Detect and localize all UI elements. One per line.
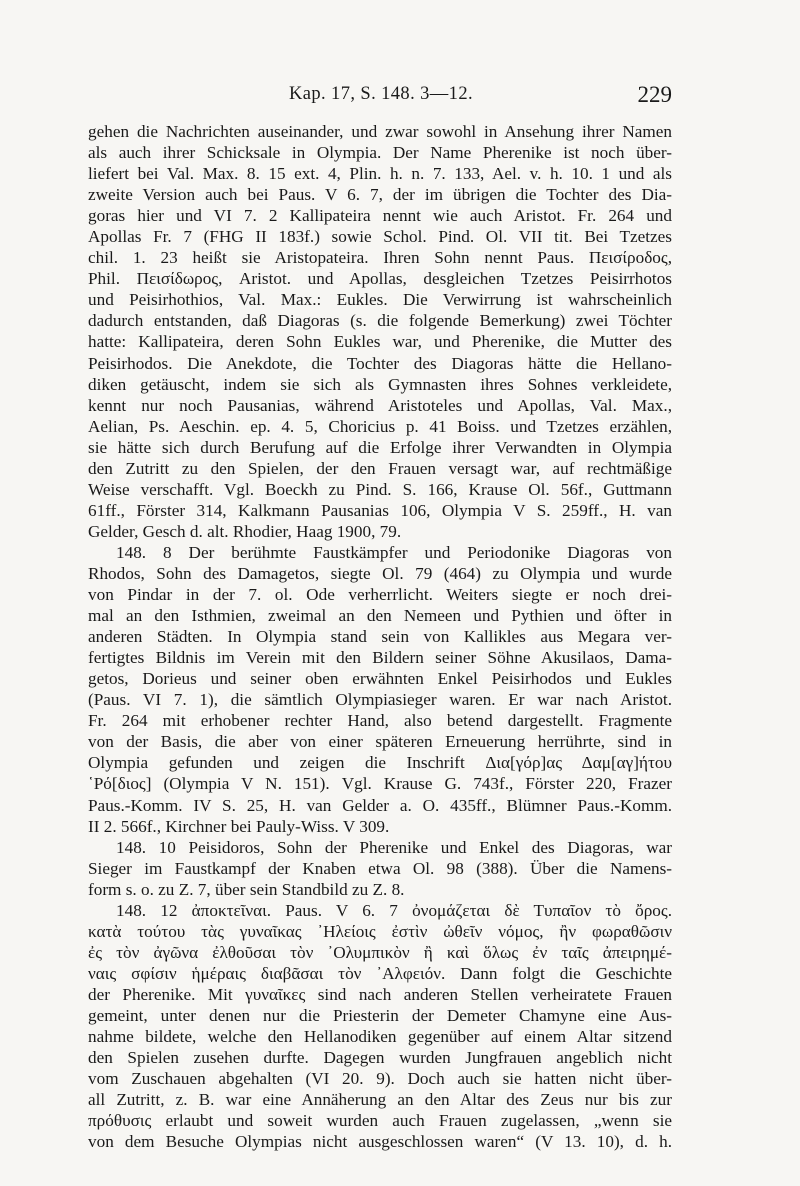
text-line: und Peisirhothios, Val. Max.: Eukles. Die Verwirrung ist wahrscheinlich [88, 290, 672, 310]
text-line: chil. 1. 23 heißt sie Aristopateira. Ihren Sohn nennt Paus. Πεισίροδος, [88, 248, 672, 268]
text-line: von Pindar in der 7. ol. Ode verherrlicht. Weiters siegte er noch drei- [88, 585, 672, 605]
text-line: ῾Ρό[διος] (Olympia V N. 151). Vgl. Krause G. 743f., Förster 220, Frazer [88, 774, 672, 794]
text-line: Paus.-Komm. IV S. 25, H. van Gelder a. O. 435ff., Blümner Paus.-Komm. [88, 795, 672, 815]
text-line: fertigtes Bildnis im Verein mit den Bildern seiner Söhne Akusilaos, Dama- [88, 648, 672, 668]
text-line: hatte: Kallipateira, deren Sohn Eukles war, und Pherenike, die Mutter des [88, 332, 672, 352]
body-text [88, 121, 672, 1152]
text-line: sie hätte sich durch Berufung auf die Erfolge ihrer Verwandten in Olympia [88, 437, 672, 457]
text-line: κατὰ τούτου τὰς γυναῖκας ᾿Ηλείοις ἐστὶν ὠθεῖν νόμος, ἢν φωραθῶσιν [88, 921, 672, 941]
text-line: vom Zuschauen abgehalten (VI 20. 9). Doch auch sie hatten nicht über- [88, 1069, 672, 1089]
text-line: Fr. 264 mit erhobener rechter Hand, also betend dargestellt. Fragmente [88, 711, 672, 731]
text-line: anderen Städten. In Olympia stand sein von Kallikles aus Megara ver- [88, 627, 672, 647]
text-line: von dem Besuche Olympias nicht ausgeschlossen waren“ (V 13. 10), d. h. [88, 1132, 672, 1152]
text-line: gemeint, unter denen nur die Priesterin der Demeter Chamyne eine Aus- [88, 1005, 672, 1025]
text-line: goras hier und VI 7. 2 Kallipateira nennt wie auch Aristot. Fr. 264 und [88, 206, 672, 226]
text-line: zweite Version auch bei Paus. V 6. 7, der im übrigen die Tochter des Dia- [88, 185, 672, 205]
text-line: (Paus. VI 7. 1), die sämtlich Olympiasieger waren. Er war nach Aristot. [88, 690, 672, 710]
text-line: Sieger im Faustkampf der Knaben etwa Ol. 98 (388). Über die Namens- [88, 858, 672, 878]
text-line: πρόθυσις erlaubt und soweit wurden auch Frauen zugelassen, „wenn sie [88, 1111, 672, 1131]
text-line: ναις σφίσιν ἡμέραις διαβᾶσαι τὸν ᾿Αλφειόν. Dann folgt die Geschichte [88, 963, 672, 983]
text-line: 61ff., Förster 314, Kalkmann Pausanias 106, Olympia V S. 259ff., H. van [88, 500, 672, 520]
text-line: liefert bei Val. Max. 8. 15 ext. 4, Plin. h. n. 7. 133, Ael. v. h. 10. 1 und als [88, 164, 672, 184]
text-line: Gelder, Gesch d. alt. Rhodier, Haag 1900, 79. [88, 521, 402, 541]
text-line: 148. 10 Peisidoros, Sohn der Pherenike und Enkel des Diagoras, war [116, 837, 672, 857]
text-line: getos, Dorieus und seiner oben erwähnten Enkel Peisirhodos und Eukles [88, 669, 672, 689]
text-line: kennt nur noch Pausanias, während Aristoteles und Apollas, Val. Max., [88, 395, 672, 415]
text-line: dadurch entstanden, daß Diagoras (s. die folgende Bemerkung) zwei Töchter [88, 311, 672, 331]
text-line: nahme bildete, welche den Hellanodiken gegenüber auf einem Altar sitzend [88, 1027, 672, 1047]
text-line: form s. o. zu Z. 7, über sein Standbild zu Z. 8. [88, 879, 405, 899]
page-number: 229 [637, 82, 672, 107]
text-line: Apollas Fr. 7 (FHG II 183f.) sowie Schol. Pind. Ol. VII tit. Bei Tzetzes [88, 227, 672, 247]
text-line: gehen die Nachrichten auseinander, und zwar sowohl in Ansehung ihrer Namen [88, 122, 672, 141]
text-line: II 2. 566f., Kirchner bei Pauly-Wiss. V 309. [88, 816, 390, 836]
text-line: Olympia gefunden und zeigen die Inschrift Δια[γόρ]ας Δαμ[αγ]ήτου [88, 753, 672, 773]
text-line: Peisirhodos. Die Anekdote, die Tochter des Diagoras hätte die Hellano- [88, 353, 672, 373]
text-line: den Spielen zusehen durfte. Dagegen wurden Jungfrauen angeblich nicht [88, 1048, 672, 1068]
text-line: der Pherenike. Mit γυναῖκες sind nach anderen Stellen verheiratete Frauen [88, 984, 672, 1004]
text-line: 148. 8 Der berühmte Faustkämpfer und Periodonike Diagoras von [116, 542, 672, 562]
text-line: ἐς τὸν ἀγῶνα ἐλθοῦσαι τὸν ᾿Ολυμπικὸν ἢ καὶ ὅλως ἐν ταῖς ἀπειρημέ- [88, 942, 672, 962]
text-line: 148. 12 ἀποκτεῖναι. Paus. V 6. 7 ὀνομάζεται δὲ Τυπαῖον τὸ ὄρος. [116, 900, 672, 920]
text-line: all Zutritt, z. B. war eine Annäherung an den Altar des Zeus nur bis zur [88, 1090, 672, 1110]
text-line: von der Basis, die aber von einer späteren Erneuerung herrührte, sind in [88, 732, 672, 752]
text-line: als auch ihrer Schicksale in Olympia. Der Name Pherenike ist noch über- [88, 143, 672, 163]
text-line: Weise verschafft. Vgl. Boeckh zu Pind. S. 166, Krause Ol. 56f., Guttmann [88, 479, 672, 499]
text-line: mal an den Isthmien, zweimal an den Nemeen und Pythien und öfter in [88, 606, 672, 626]
page-header [90, 82, 672, 110]
text-line: den Zutritt zu den Spielen, der den Frauen versagt war, auf rechtmäßige [88, 458, 672, 478]
text-line: Phil. Πεισίδωρος, Aristot. und Apollas, desgleichen Tzetzes Peisirrhotos [88, 269, 672, 289]
text-line: diken getäuscht, indem sie sich als Gymnasten ihres Sohnes verkleidete, [88, 374, 672, 394]
running-head: Kap. 17, S. 148. 3—12. [288, 84, 474, 104]
text-line: Rhodos, Sohn des Damagetos, siegte Ol. 79 (464) zu Olympia und wurde [88, 563, 672, 583]
text-line: Aelian, Ps. Aeschin. ep. 4. 5, Choricius p. 41 Boiss. und Tzetzes erzählen, [88, 416, 672, 436]
